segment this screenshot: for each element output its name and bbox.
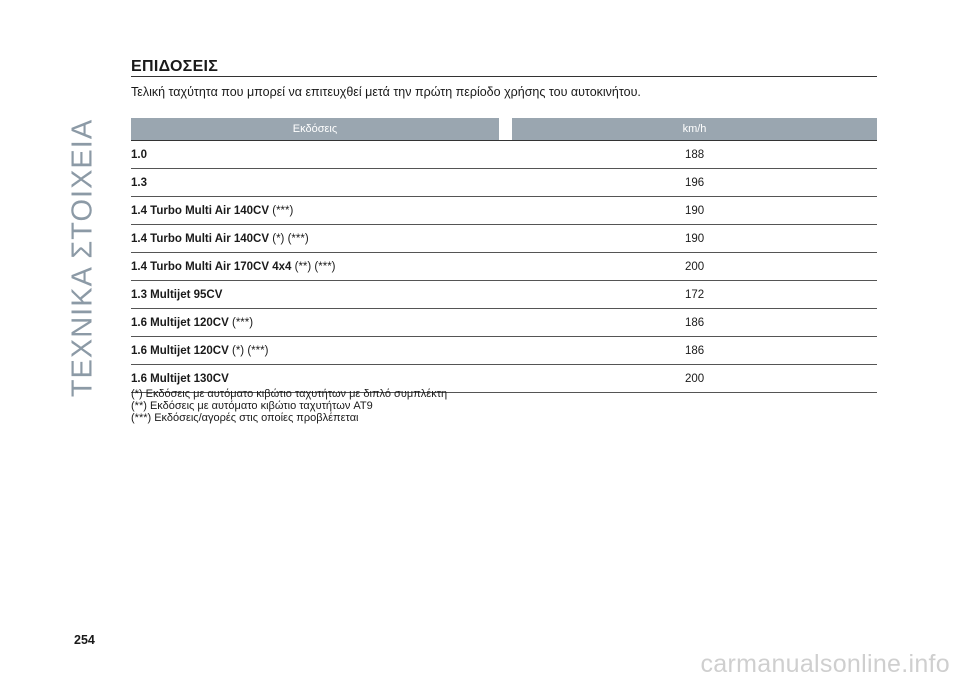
title-divider xyxy=(131,76,877,77)
row-speed: 188 xyxy=(685,149,705,161)
row-version: 1.3 Multijet 95CV xyxy=(131,289,223,301)
row-speed: 172 xyxy=(685,289,705,301)
row-speed: 196 xyxy=(685,177,705,189)
footnote: (**) Εκδόσεις με αυτόματο κιβώτιο ταχυτήτων AT9 xyxy=(131,400,373,412)
row-version: 1.4 Turbo Multi Air 170CV 4x4 (**) (***) xyxy=(131,261,336,273)
row-speed: 190 xyxy=(685,233,705,245)
table-row xyxy=(131,169,877,197)
table-header-versions: Εκδόσεις xyxy=(131,118,499,140)
row-version: 1.6 Multijet 130CV xyxy=(131,373,229,385)
row-speed: 200 xyxy=(685,373,705,385)
watermark: carmanualsonline.info xyxy=(700,650,950,678)
page-number: 254 xyxy=(74,633,95,647)
row-version: 1.6 Multijet 120CV (*) (***) xyxy=(131,345,269,357)
row-speed: 200 xyxy=(685,261,705,273)
table-row xyxy=(131,281,877,309)
row-version: 1.6 Multijet 120CV (***) xyxy=(131,317,254,329)
row-version: 1.4 Turbo Multi Air 140CV (*) (***) xyxy=(131,233,309,245)
row-version: 1.3 xyxy=(131,177,147,189)
footnote: (***) Εκδόσεις/αγορές στις οποίες προβλέπεται xyxy=(131,412,359,424)
section-title: ΕΠΙΔΟΣΕΙΣ xyxy=(131,58,219,75)
table-row xyxy=(131,309,877,337)
chapter-side-title-text: ΤΕΧΝΙΚΑ ΣΤΟΙΧΕΙΑ xyxy=(66,118,99,398)
table-header-speed: km/h xyxy=(512,118,877,140)
table-row xyxy=(131,197,877,225)
row-speed: 186 xyxy=(685,345,705,357)
table-row xyxy=(131,253,877,281)
table-row xyxy=(131,141,877,169)
row-speed: 190 xyxy=(685,205,705,217)
table-row xyxy=(131,337,877,365)
footnotes xyxy=(131,388,447,424)
row-version: 1.0 xyxy=(131,149,147,161)
row-speed: 186 xyxy=(685,317,705,329)
footnote: (*) Εκδόσεις με αυτόματο κιβώτιο ταχυτήτων με διπλό συμπλέκτη xyxy=(131,388,448,400)
speed-table-body xyxy=(131,141,877,393)
table-row xyxy=(131,225,877,253)
section-subtitle: Τελική ταχύτητα που μπορεί να επιτευχθεί μετά την πρώτη περίοδο χρήσης του αυτοκινήτου. xyxy=(131,85,641,99)
row-version: 1.4 Turbo Multi Air 140CV (***) xyxy=(131,205,294,217)
